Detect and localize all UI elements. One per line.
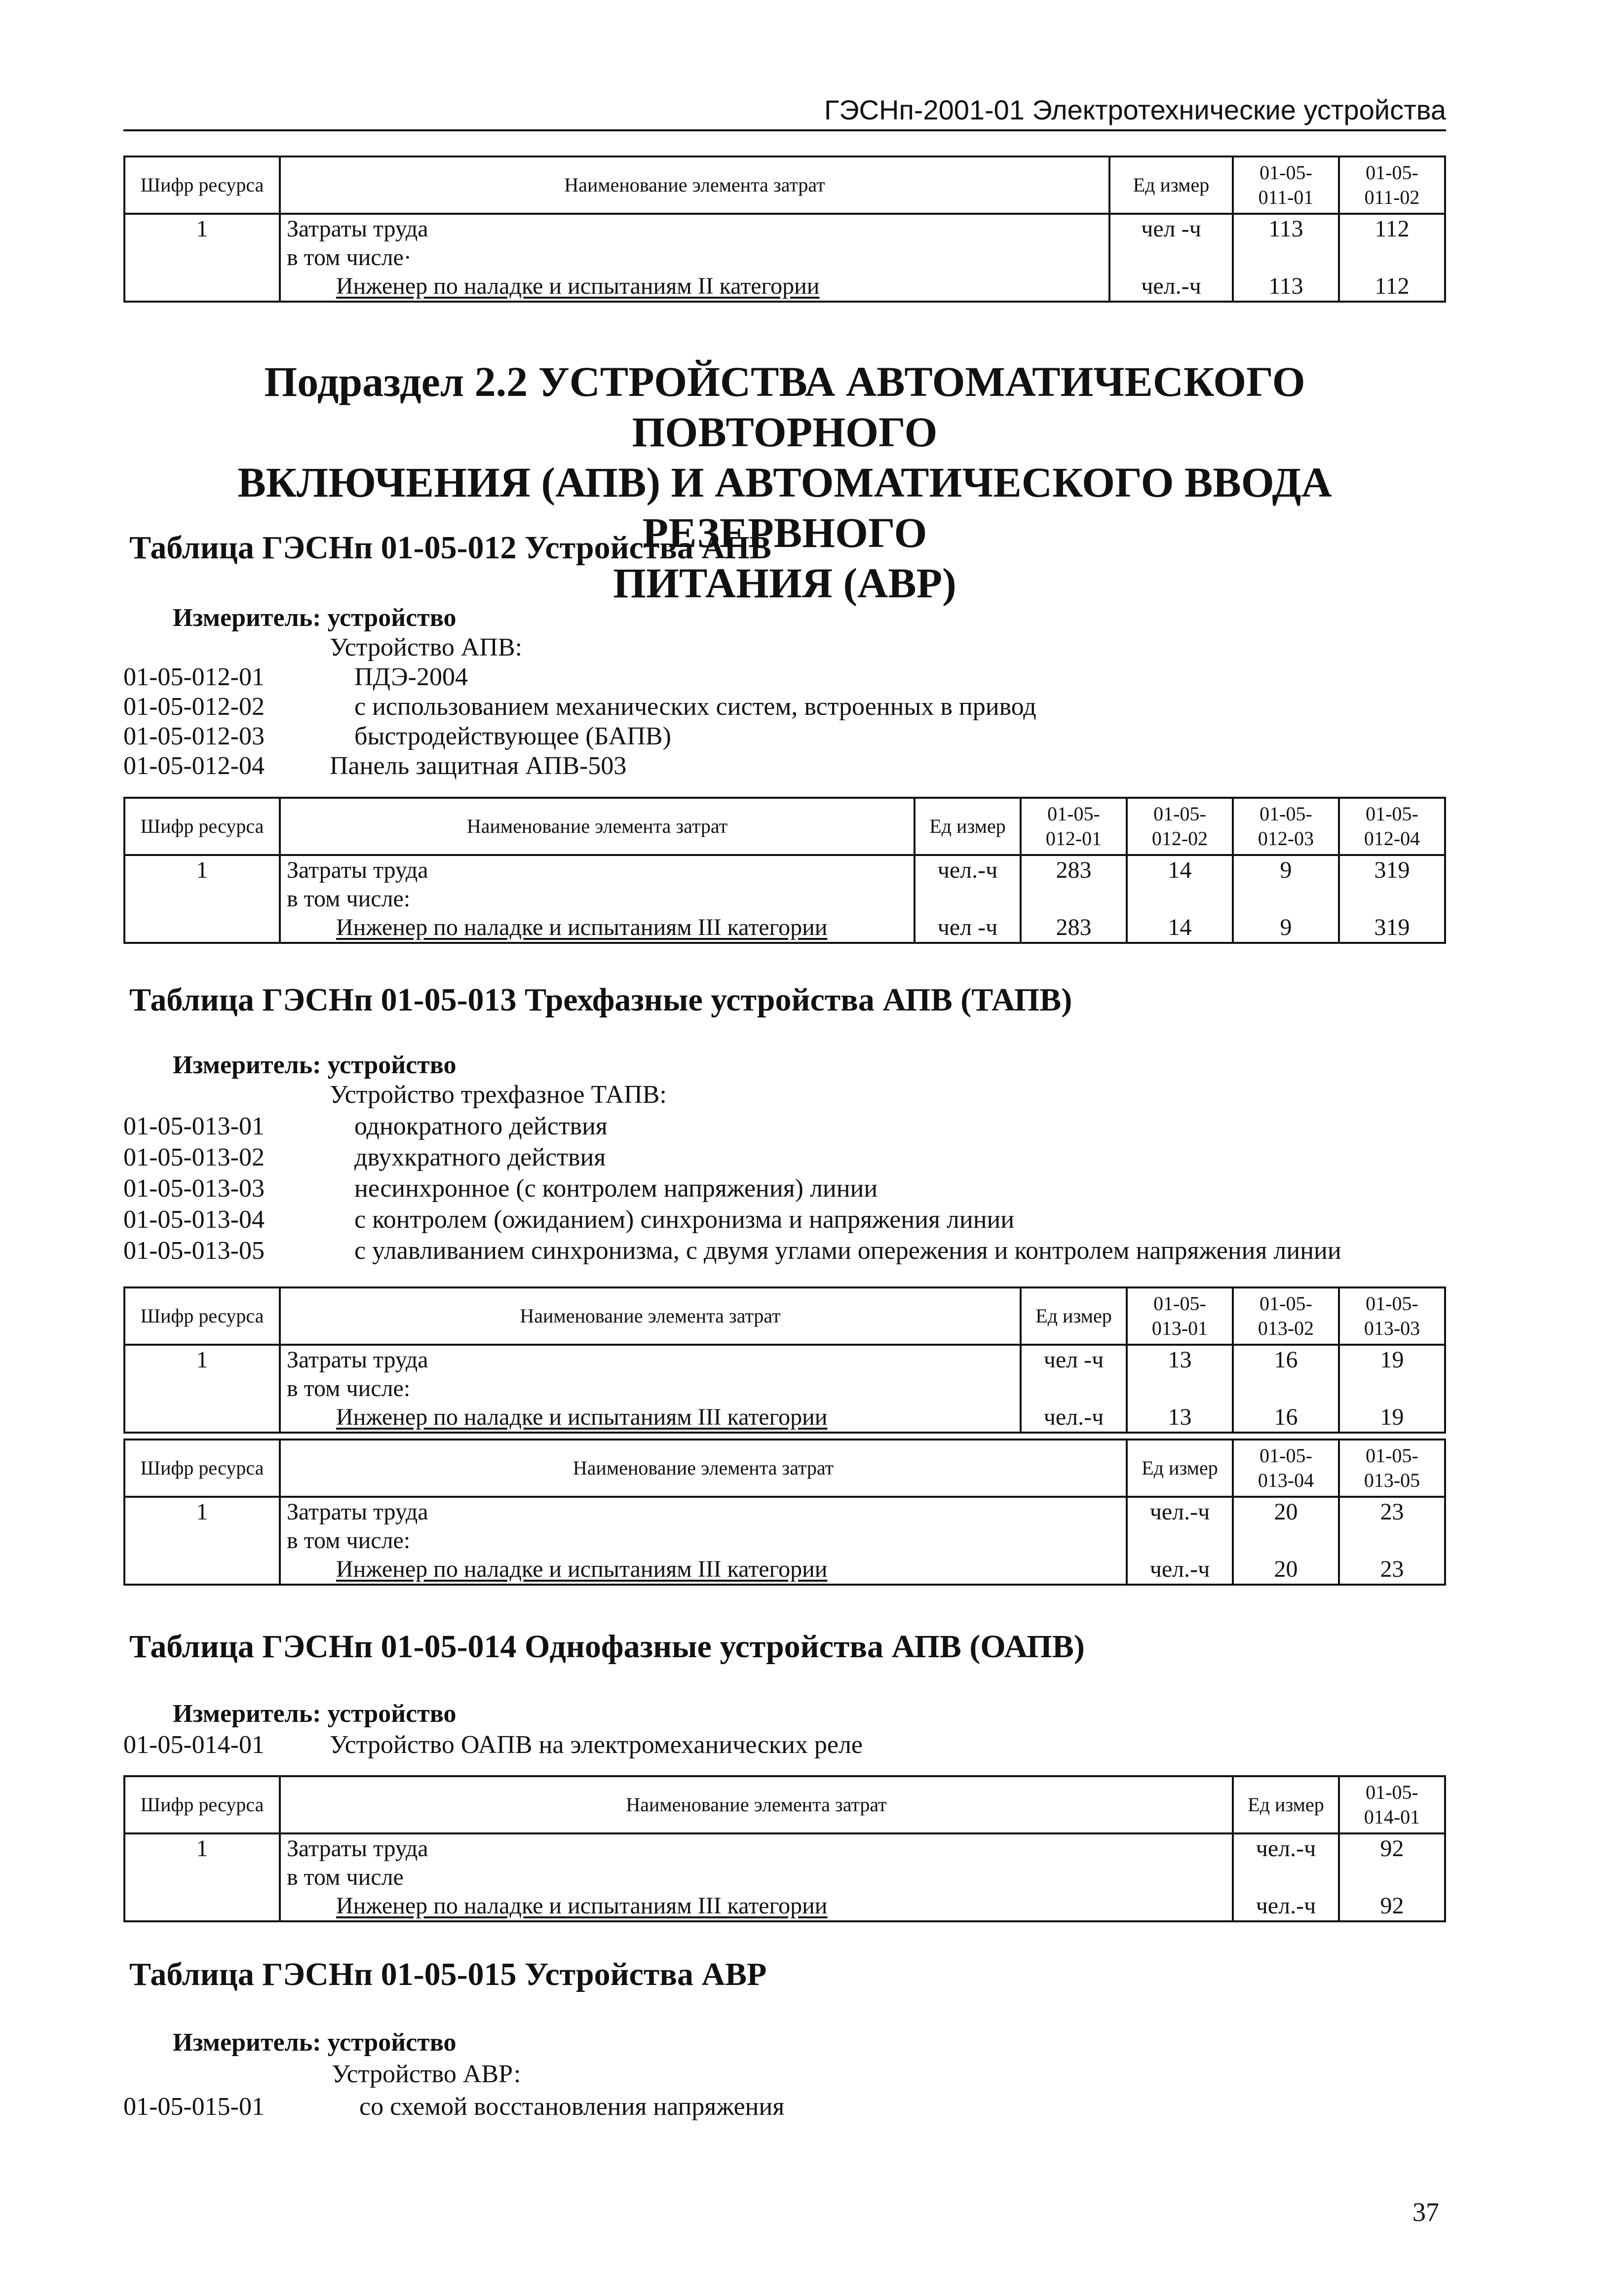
value-cell (1339, 1345, 1445, 1433)
table-01-05-014 (123, 1775, 1446, 1922)
table-title: Таблица ГЭСНп 01-05-013 Трехфазные устройства АПВ (ТАПВ) (129, 982, 1072, 1018)
col-header-name: Наименование элемента затрат (280, 156, 1109, 214)
norm-text: с контролем (ожиданием) синхронизма и напряжения линии (354, 1206, 1015, 1234)
col-header-code: Шифр ресурса (124, 1776, 280, 1833)
cost-line: Инженер по наладке и испытаниям III категории (336, 1404, 828, 1430)
measure-value: устройство (327, 604, 457, 632)
col-header-name: Наименование элемента затрат (280, 1776, 1233, 1833)
measure-line (173, 603, 457, 632)
table-title: Таблица ГЭСНп 01-05-014 Однофазные устройства АПВ (ОАПВ) (129, 1629, 1085, 1665)
norm-text: двухкратного действия (354, 1143, 606, 1171)
value: 14 (1168, 857, 1192, 883)
col-header-unit: Ед измер (1127, 1440, 1233, 1497)
value: 92 (1380, 1893, 1404, 1919)
col-header-norm: 01-05- 012-01 (1021, 798, 1127, 855)
cost-element (280, 1833, 1233, 1921)
norm-text: быстродействующее (БАПВ) (354, 722, 671, 750)
unit-value: чел.-ч (937, 857, 998, 883)
cost-line: Затраты труда (287, 1835, 428, 1862)
value-cell (1339, 214, 1445, 302)
value: 14 (1168, 914, 1192, 940)
unit-cell (1233, 1833, 1339, 1921)
measure-value: устройство (327, 1700, 457, 1728)
col-header-norm: 01-05- 013-02 (1233, 1287, 1339, 1345)
norm-text: с улавливанием синхронизма, с двумя углами опережения и контролем напряжения линии (354, 1237, 1341, 1265)
group-label: Устройство АПВ: (330, 633, 523, 662)
value: 13 (1168, 1404, 1192, 1430)
value-cell (1339, 855, 1445, 943)
value: 23 (1380, 1556, 1404, 1582)
unit-value: чел.-ч (1256, 1835, 1316, 1862)
row-number: 1 (124, 1833, 280, 1921)
measure-line (173, 1699, 457, 1728)
norm-code: 01-05-015-01 (123, 2093, 265, 2121)
col-header-unit: Ед измер (915, 798, 1021, 855)
cost-element (280, 214, 1109, 302)
cost-line: в том числе (287, 1864, 404, 1890)
norm-code: 01-05-013-02 (123, 1143, 265, 1171)
row-number: 1 (124, 855, 280, 943)
col-header-code: Шифр ресурса (124, 1287, 280, 1345)
col-header-code: Шифр ресурса (124, 1440, 280, 1497)
col-header-norm: 01-05- 012-04 (1339, 798, 1445, 855)
value: 9 (1280, 914, 1292, 940)
measure-label: Измеритель: (173, 1051, 321, 1079)
section-title-line: ПИТАНИЯ (АВР) (613, 559, 956, 607)
value: 16 (1274, 1404, 1298, 1430)
value-cell (1127, 855, 1233, 943)
col-header-unit: Ед измер (1021, 1287, 1127, 1345)
row-number: 1 (124, 1497, 280, 1585)
norm-text: со схемой восстановления напряжения (359, 2093, 785, 2121)
group-label: Устройство трехфазное ТАПВ: (330, 1081, 667, 1109)
value-cell (1021, 855, 1127, 943)
value-cell (1339, 1833, 1445, 1921)
page-number: 37 (1412, 2197, 1439, 2227)
measure-label: Измеритель: (173, 604, 321, 632)
value: 16 (1274, 1347, 1298, 1373)
norm-code: 01-05-012-03 (123, 722, 265, 750)
unit-value: чел.-ч (1149, 1556, 1210, 1582)
section-title (123, 356, 1446, 608)
value: 112 (1374, 216, 1410, 242)
unit-value: чел.-ч (1043, 1404, 1104, 1430)
running-header: ГЭСНп-2001-01 Электротехнические устройства (824, 94, 1446, 125)
row-number: 1 (124, 214, 280, 302)
norm-text: Панель защитная АПВ-503 (330, 752, 627, 780)
norm-code: 01-05-013-03 (123, 1174, 265, 1203)
section-title-line: ВКЛЮЧЕНИЯ (АПВ) И АВТОМАТИЧЕСКОГО ВВОДА РЕЗЕРВНОГО (237, 459, 1332, 556)
cost-element (280, 1497, 1127, 1585)
table-title: Таблица ГЭСНп 01-05-015 Устройства АВР (129, 1956, 767, 1992)
unit-value: чел -ч (937, 914, 998, 940)
norm-text: с использованием механических систем, встроенных в привод (354, 693, 1036, 721)
value: 283 (1056, 914, 1092, 940)
cost-line: в том числе: (287, 886, 411, 912)
value: 23 (1380, 1499, 1404, 1525)
value: 9 (1280, 857, 1292, 883)
cost-line: Инженер по наладке и испытаниям III категории (336, 914, 828, 940)
measure-line (173, 1051, 457, 1080)
value-cell (1233, 214, 1339, 302)
norm-text: однократного действия (354, 1112, 608, 1140)
value: 113 (1268, 273, 1303, 299)
group-label: Устройство АВР: (332, 2060, 521, 2088)
col-header-norm: 01-05- 014-01 (1339, 1776, 1445, 1833)
cost-element (280, 1345, 1021, 1433)
norm-code: 01-05-013-04 (123, 1206, 265, 1234)
table-01-05-013-a (123, 1286, 1446, 1434)
value: 92 (1380, 1835, 1404, 1862)
cost-line: Затраты труда (287, 1347, 428, 1373)
measure-label: Измеритель: (173, 1700, 321, 1728)
cost-line: в том числе: (287, 1527, 411, 1554)
col-header-norm: 01-05- 013-05 (1339, 1440, 1445, 1497)
norm-code: 01-05-012-04 (123, 752, 265, 780)
cost-line: Инженер по наладке и испытаниям III категории (336, 1556, 828, 1582)
measure-value: устройство (327, 1051, 457, 1079)
unit-cell (1021, 1345, 1127, 1433)
unit-value: чел -ч (1043, 1347, 1104, 1373)
cost-line: Затраты труда (287, 857, 428, 883)
value: 20 (1274, 1499, 1298, 1525)
unit-value: чел.-ч (1256, 1893, 1316, 1919)
cost-line: Инженер по наладке и испытаниям III категории (336, 1893, 828, 1919)
value-cell (1127, 1345, 1233, 1433)
value: 283 (1056, 857, 1092, 883)
value: 19 (1380, 1347, 1404, 1373)
value-cell (1233, 1345, 1339, 1433)
norm-code: 01-05-013-05 (123, 1237, 265, 1265)
measure-label: Измеритель: (173, 2028, 321, 2057)
norm-text: ПДЭ-2004 (354, 663, 468, 691)
measure-line (173, 2028, 457, 2057)
norm-text: Устройство ОАПВ на электромеханических реле (330, 1731, 863, 1759)
col-header-name: Наименование элемента затрат (280, 1440, 1127, 1497)
col-header-name: Наименование элемента затрат (280, 798, 915, 855)
cost-line: Инженер по наладке и испытаниям II категории (336, 273, 820, 299)
col-header-unit: Ед измер (1233, 1776, 1339, 1833)
value: 319 (1374, 914, 1410, 940)
norm-code: 01-05-014-01 (123, 1731, 265, 1759)
value: 112 (1374, 273, 1410, 299)
col-header-code: Шифр ресурса (124, 156, 280, 214)
col-header-name: Наименование элемента затрат (280, 1287, 1021, 1345)
value-cell (1339, 1497, 1445, 1585)
cost-element (280, 855, 915, 943)
table-title: Таблица ГЭСНп 01-05-012 Устройства АПВ (129, 530, 771, 566)
header-rule (123, 129, 1446, 131)
unit-cell (915, 855, 1021, 943)
value: 19 (1380, 1404, 1404, 1430)
col-header-code: Шифр ресурса (124, 798, 280, 855)
value-cell (1233, 1497, 1339, 1585)
unit-value: чел -ч (1141, 216, 1201, 242)
table-01-05-013-b (123, 1439, 1446, 1586)
norm-text: несинхронное (с контролем напряжения) линии (354, 1174, 878, 1203)
norm-code: 01-05-012-02 (123, 693, 265, 721)
col-header-norm: 01-05- 011-02 (1339, 156, 1445, 214)
cost-line: Затраты труда (287, 216, 428, 242)
table-01-05-012 (123, 797, 1446, 944)
col-header-unit: Ед измер (1109, 156, 1233, 214)
table-01-05-011 (123, 156, 1446, 303)
col-header-norm: 01-05- 013-03 (1339, 1287, 1445, 1345)
col-header-norm: 01-05- 013-01 (1127, 1287, 1233, 1345)
norm-code: 01-05-013-01 (123, 1112, 265, 1140)
unit-cell (1109, 214, 1233, 302)
col-header-norm: 01-05- 012-02 (1127, 798, 1233, 855)
unit-value: чел.-ч (1141, 273, 1201, 299)
unit-cell (1127, 1497, 1233, 1585)
col-header-norm: 01-05- 011-01 (1233, 156, 1339, 214)
value-cell (1233, 855, 1339, 943)
cost-line: Затраты труда (287, 1499, 428, 1525)
section-title-line: Подраздел 2.2 УСТРОЙСТВА АВТОМАТИЧЕСКОГО ПОВТОРНОГО (264, 358, 1305, 456)
cost-line: в том числе· (287, 244, 412, 271)
measure-value: устройство (327, 2028, 457, 2057)
col-header-norm: 01-05- 013-04 (1233, 1440, 1339, 1497)
value: 113 (1268, 216, 1303, 242)
col-header-norm: 01-05- 012-03 (1233, 798, 1339, 855)
value: 13 (1168, 1347, 1192, 1373)
norm-code: 01-05-012-01 (123, 663, 265, 691)
row-number: 1 (124, 1345, 280, 1433)
value: 319 (1374, 857, 1410, 883)
unit-value: чел.-ч (1149, 1499, 1210, 1525)
value: 20 (1274, 1556, 1298, 1582)
cost-line: в том числе: (287, 1375, 411, 1401)
